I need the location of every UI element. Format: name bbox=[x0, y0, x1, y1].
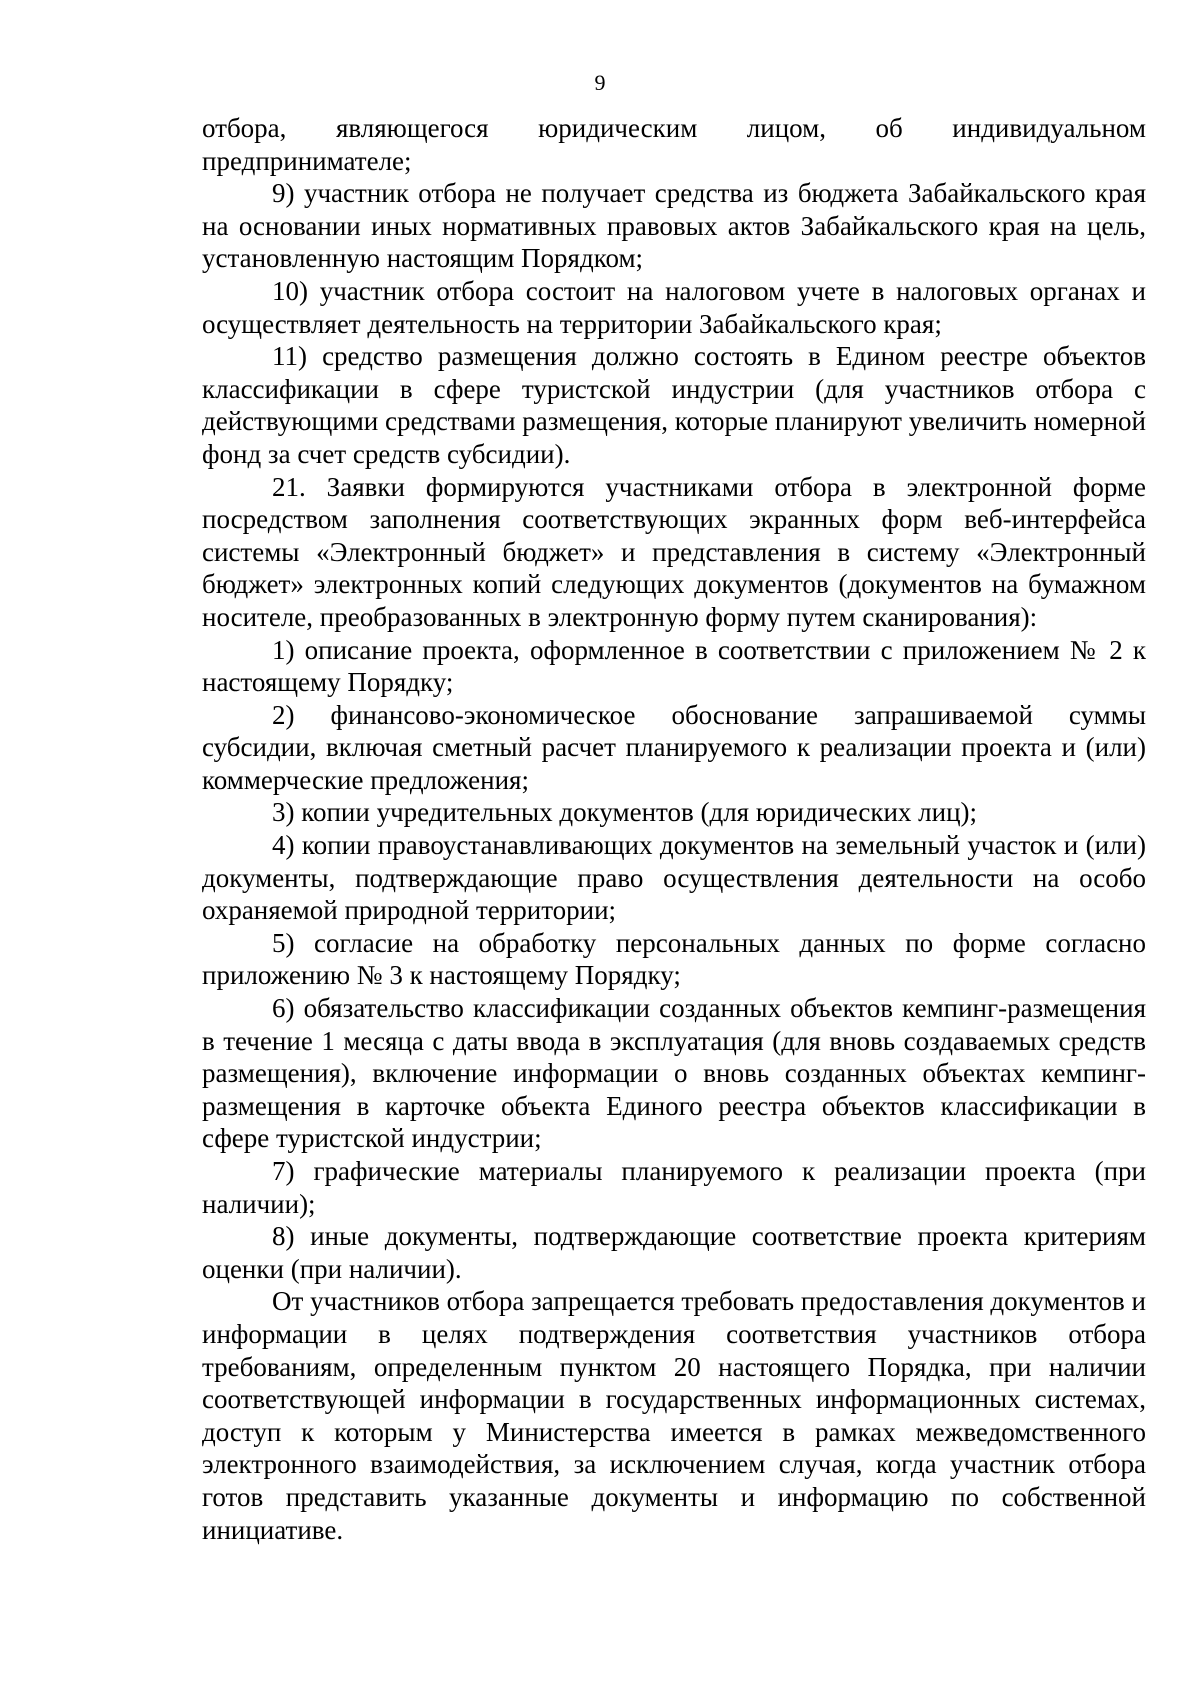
paragraph-doc-5: 5) согласие на обработку персональных данных по форме согласно приложению № 3 к настоящему Порядку; bbox=[202, 927, 1146, 991]
paragraph-item-10: 10) участник отбора состоит на налоговом учете в налоговых органах и осуществляет деятельность на территории Забайкальского края; bbox=[202, 275, 1146, 339]
page-number: 9 bbox=[594, 70, 606, 95]
paragraph-clause-21: 21. Заявки формируются участниками отбора в электронной форме посредством заполнения соответствующих экранных форм веб-интерфейса системы «Электронный бюджет» и представления в систему «Электронный бюджет» электронных копий следующих документов (документов на бумажном носителе, преобразованных в электронную форму путем сканирования): bbox=[202, 471, 1146, 632]
paragraph-final: От участников отбора запрещается требовать предоставления документов и информации в целях подтверждения соответствия участников отбора требованиям, определенным пунктом 20 настоящего Порядка, при наличии соответствующей информации в государственных информационных системах, доступ к которым у Министерства имеется в рамках межведомственного электронного взаимодействия, за исключением случая, когда участник отбора готов представить указанные документы и информацию по собственной инициативе. bbox=[202, 1286, 1146, 1545]
body-text bbox=[202, 112, 1146, 1546]
paragraph-doc-8: 8) иные документы, подтверждающие соответствие проекта критериям оценки (при наличии). bbox=[202, 1221, 1146, 1284]
paragraph-doc-6: 6) обязательство классификации созданных объектов кемпинг-размещения в течение 1 месяца с даты ввода в эксплуатация (для вновь создаваемых средств размещения), включение информации о вновь созданных объектах кемпинг-размещения в карточке объекта Единого реестра объектов классификации в сфере туристской индустрии; bbox=[202, 993, 1146, 1154]
paragraph-doc-7: 7) графические материалы планируемого к реализации проекта (при наличии); bbox=[202, 1156, 1146, 1219]
paragraph-continuation: отбора, являющегося юридическим лицом, об индивидуальном предпринимателе; bbox=[202, 113, 1146, 176]
paragraph-item-11: 11) средство размещения должно состоять в Едином реестре объектов классификации в сфере туристской индустрии (для участников отбора с действующими средствами размещения, которые планируют увеличить номерной фонд за счет средств субсидии). bbox=[202, 341, 1147, 469]
paragraph-item-9: 9) участник отбора не получает средства из бюджета Забайкальского края на основании иных нормативных правовых актов Забайкальского края на цель, установленную настоящим Порядком; bbox=[202, 178, 1146, 274]
paragraph-doc-3: 3) копии учредительных документов (для юридических лиц); bbox=[272, 797, 978, 828]
paragraph-doc-2: 2) финансово-экономическое обоснование запрашиваемой суммы субсидии, включая сметный расчет планируемого к реализации проекта и (или) коммерческие предложения; bbox=[202, 699, 1146, 795]
paragraph-doc-1: 1) описание проекта, оформленное в соответствии с приложением № 2 к настоящему Порядку; bbox=[202, 634, 1146, 698]
paragraph-doc-4: 4) копии правоустанавливающих документов на земельный участок и (или) документы, подтверждающие право осуществления деятельности на особо охраняемой природной территории; bbox=[202, 830, 1146, 926]
